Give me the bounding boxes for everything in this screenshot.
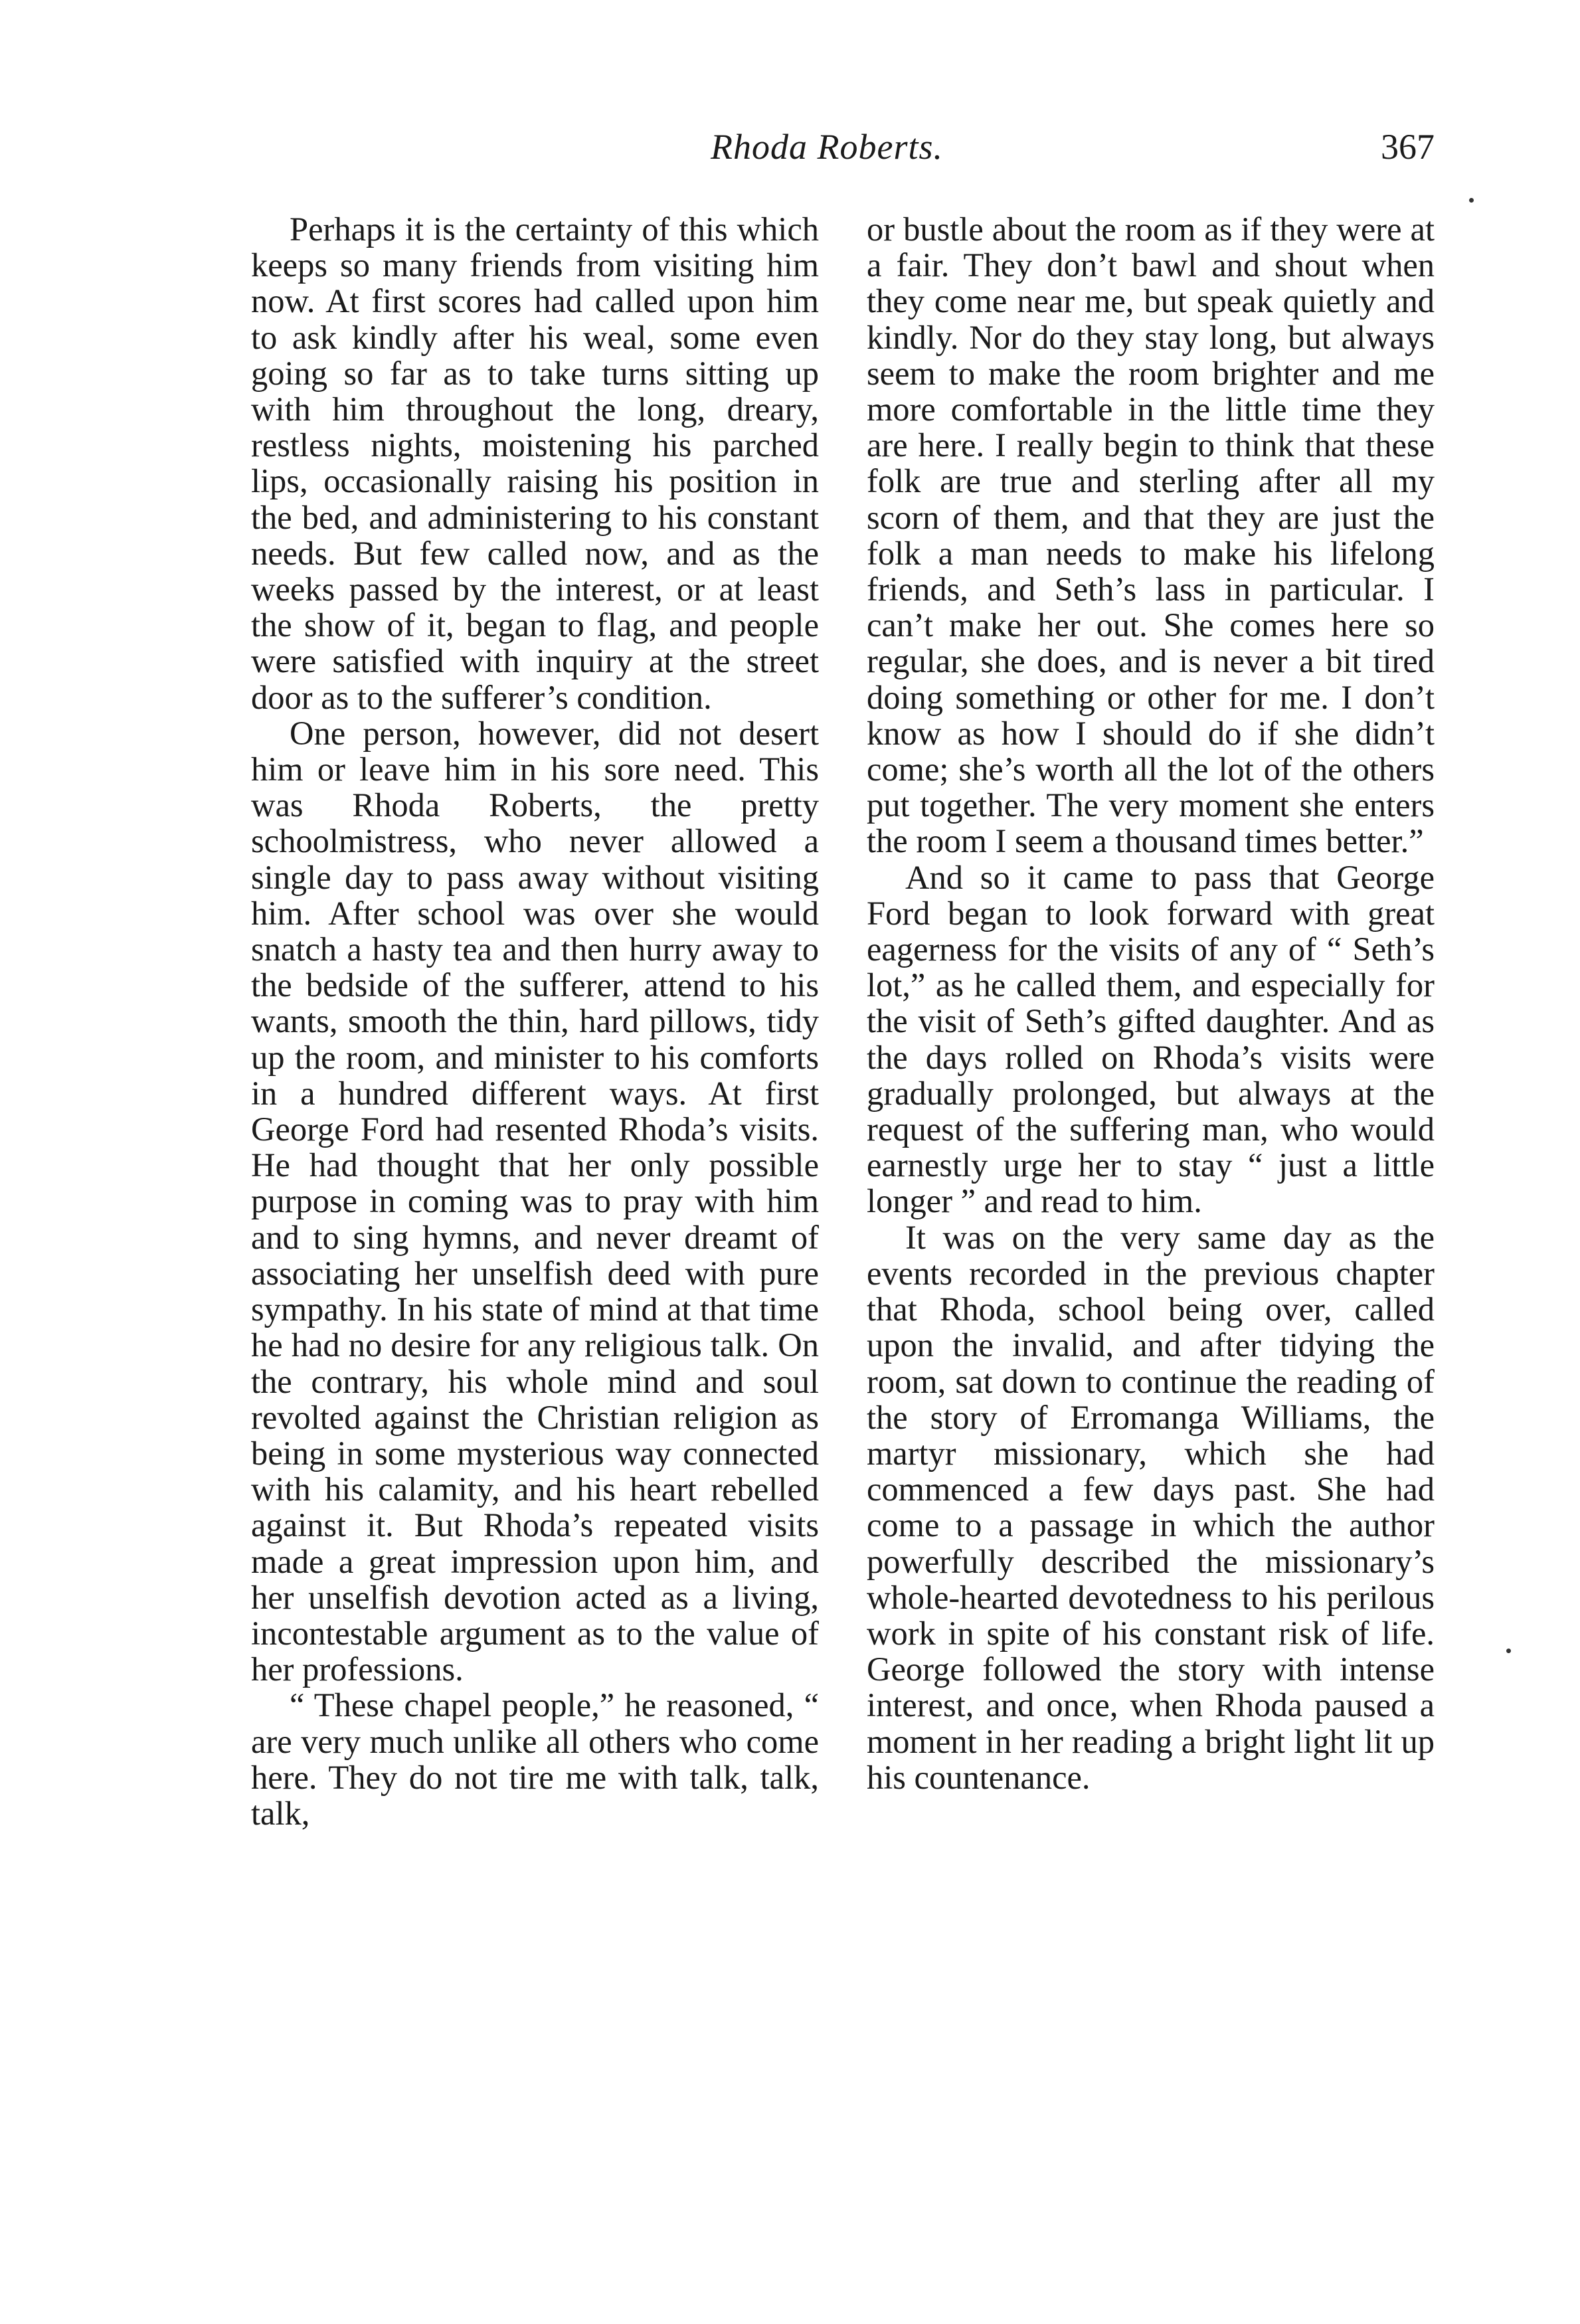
right-column <box>867 211 1435 1795</box>
left-column <box>251 211 819 1831</box>
paragraph: And so it came to pass that George Ford began to look forward with great eagerness for the visits of any of “ Seth’s lot,” as he called them, and especially for the visit of Seth’s gifted daughter. And as the days rolled on Rhoda’s visits were gradually prolonged, but always at the request of the suffering man, who would earnestly urge her to stay “ just a little longer ” and read to him. <box>867 858 1435 1220</box>
running-head <box>246 126 1435 173</box>
paragraph: One person, however, did not desert him or leave him in his sore need. This was Rhoda Roberts, the pretty schoolmistress, who never allowed a single day to pass away without visiting him. After school was over she would snatch a hasty tea and then hurry away to the bedside of the sufferer, attend to his wants, smooth the thin, hard pillows, tidy up the room, and minister to his comforts in a hundred different ways. At first George Ford had resented Rhoda’s visits. He had thought that her only possible purpose in coming was to pray with him and to sing hymns, and never dreamt of associating her unselfish deed with pure sympathy. In his state of mind at that time he had no desire for any religious talk. On the contrary, his whole mind and soul revolted against the Christian religion as being in some mysterious way connected with his calamity, and his heart rebelled against it. But Rhoda’s repeated visits made a great impression upon him, and her unselfish devotion acted as a living, incontestable argument as to the value of her professions. <box>251 714 819 1688</box>
margin-speck <box>1469 198 1474 203</box>
paragraph: “ These chapel people,” he reasoned, “ are very much unlike all others who come here. They do not tire me with talk, talk, talk, <box>251 1686 819 1832</box>
paragraph: It was on the very same day as the events recorded in the previous chapter that Rhoda, school being over, called upon the invalid, and after tidying the room, sat down to continue the reading of the story of Erromanga Williams, the martyr missionary, which she had commenced a few days past. She had come to a passage in which the author powerfully described the missionary’s whole-hearted devotedness to his perilous work in spite of his constant risk of life. George followed the story with intense interest, and once, when Rhoda paused a moment in her reading a bright light lit up his countenance. <box>867 1218 1435 1796</box>
paragraph: Perhaps it is the certainty of this which keeps so many friends from visiting him now. At first scores had called upon him to ask kindly after his weal, some even going so far as to take turns sitting up with him throughout the long, dreary, restless nights, moistening his parched lips, occasionally raising his position in the bed, and administering to his constant needs. But few called now, and as the weeks passed by the interest, or at least the show of it, began to flag, and people were satisfied with inquiry at the street door as to the sufferer’s condition. <box>251 211 819 716</box>
running-title: Rhoda Roberts. <box>711 127 943 167</box>
page-number: 367 <box>1381 127 1435 167</box>
paragraph-continuation: or bustle about the room as if they were at a fair. They don’t bawl and shout when they come near me, but speak quietly and kindly. Nor do they stay long, but always seem to make the room brighter and me more comfortable in the little time they are here. I really begin to think that these folk are true and sterling after all my scorn of them, and that they are just the folk a man needs to make his lifelong friends, and Seth’s lass in particular. I can’t make her out. She comes here so regular, she does, and is never a bit tired doing something or other for me. I don’t know as how I should do if she didn’t come; she’s worth all the lot of the others put together. The very moment she enters the room I seem a thousand times better.” <box>867 211 1435 860</box>
margin-speck <box>1506 1649 1511 1653</box>
